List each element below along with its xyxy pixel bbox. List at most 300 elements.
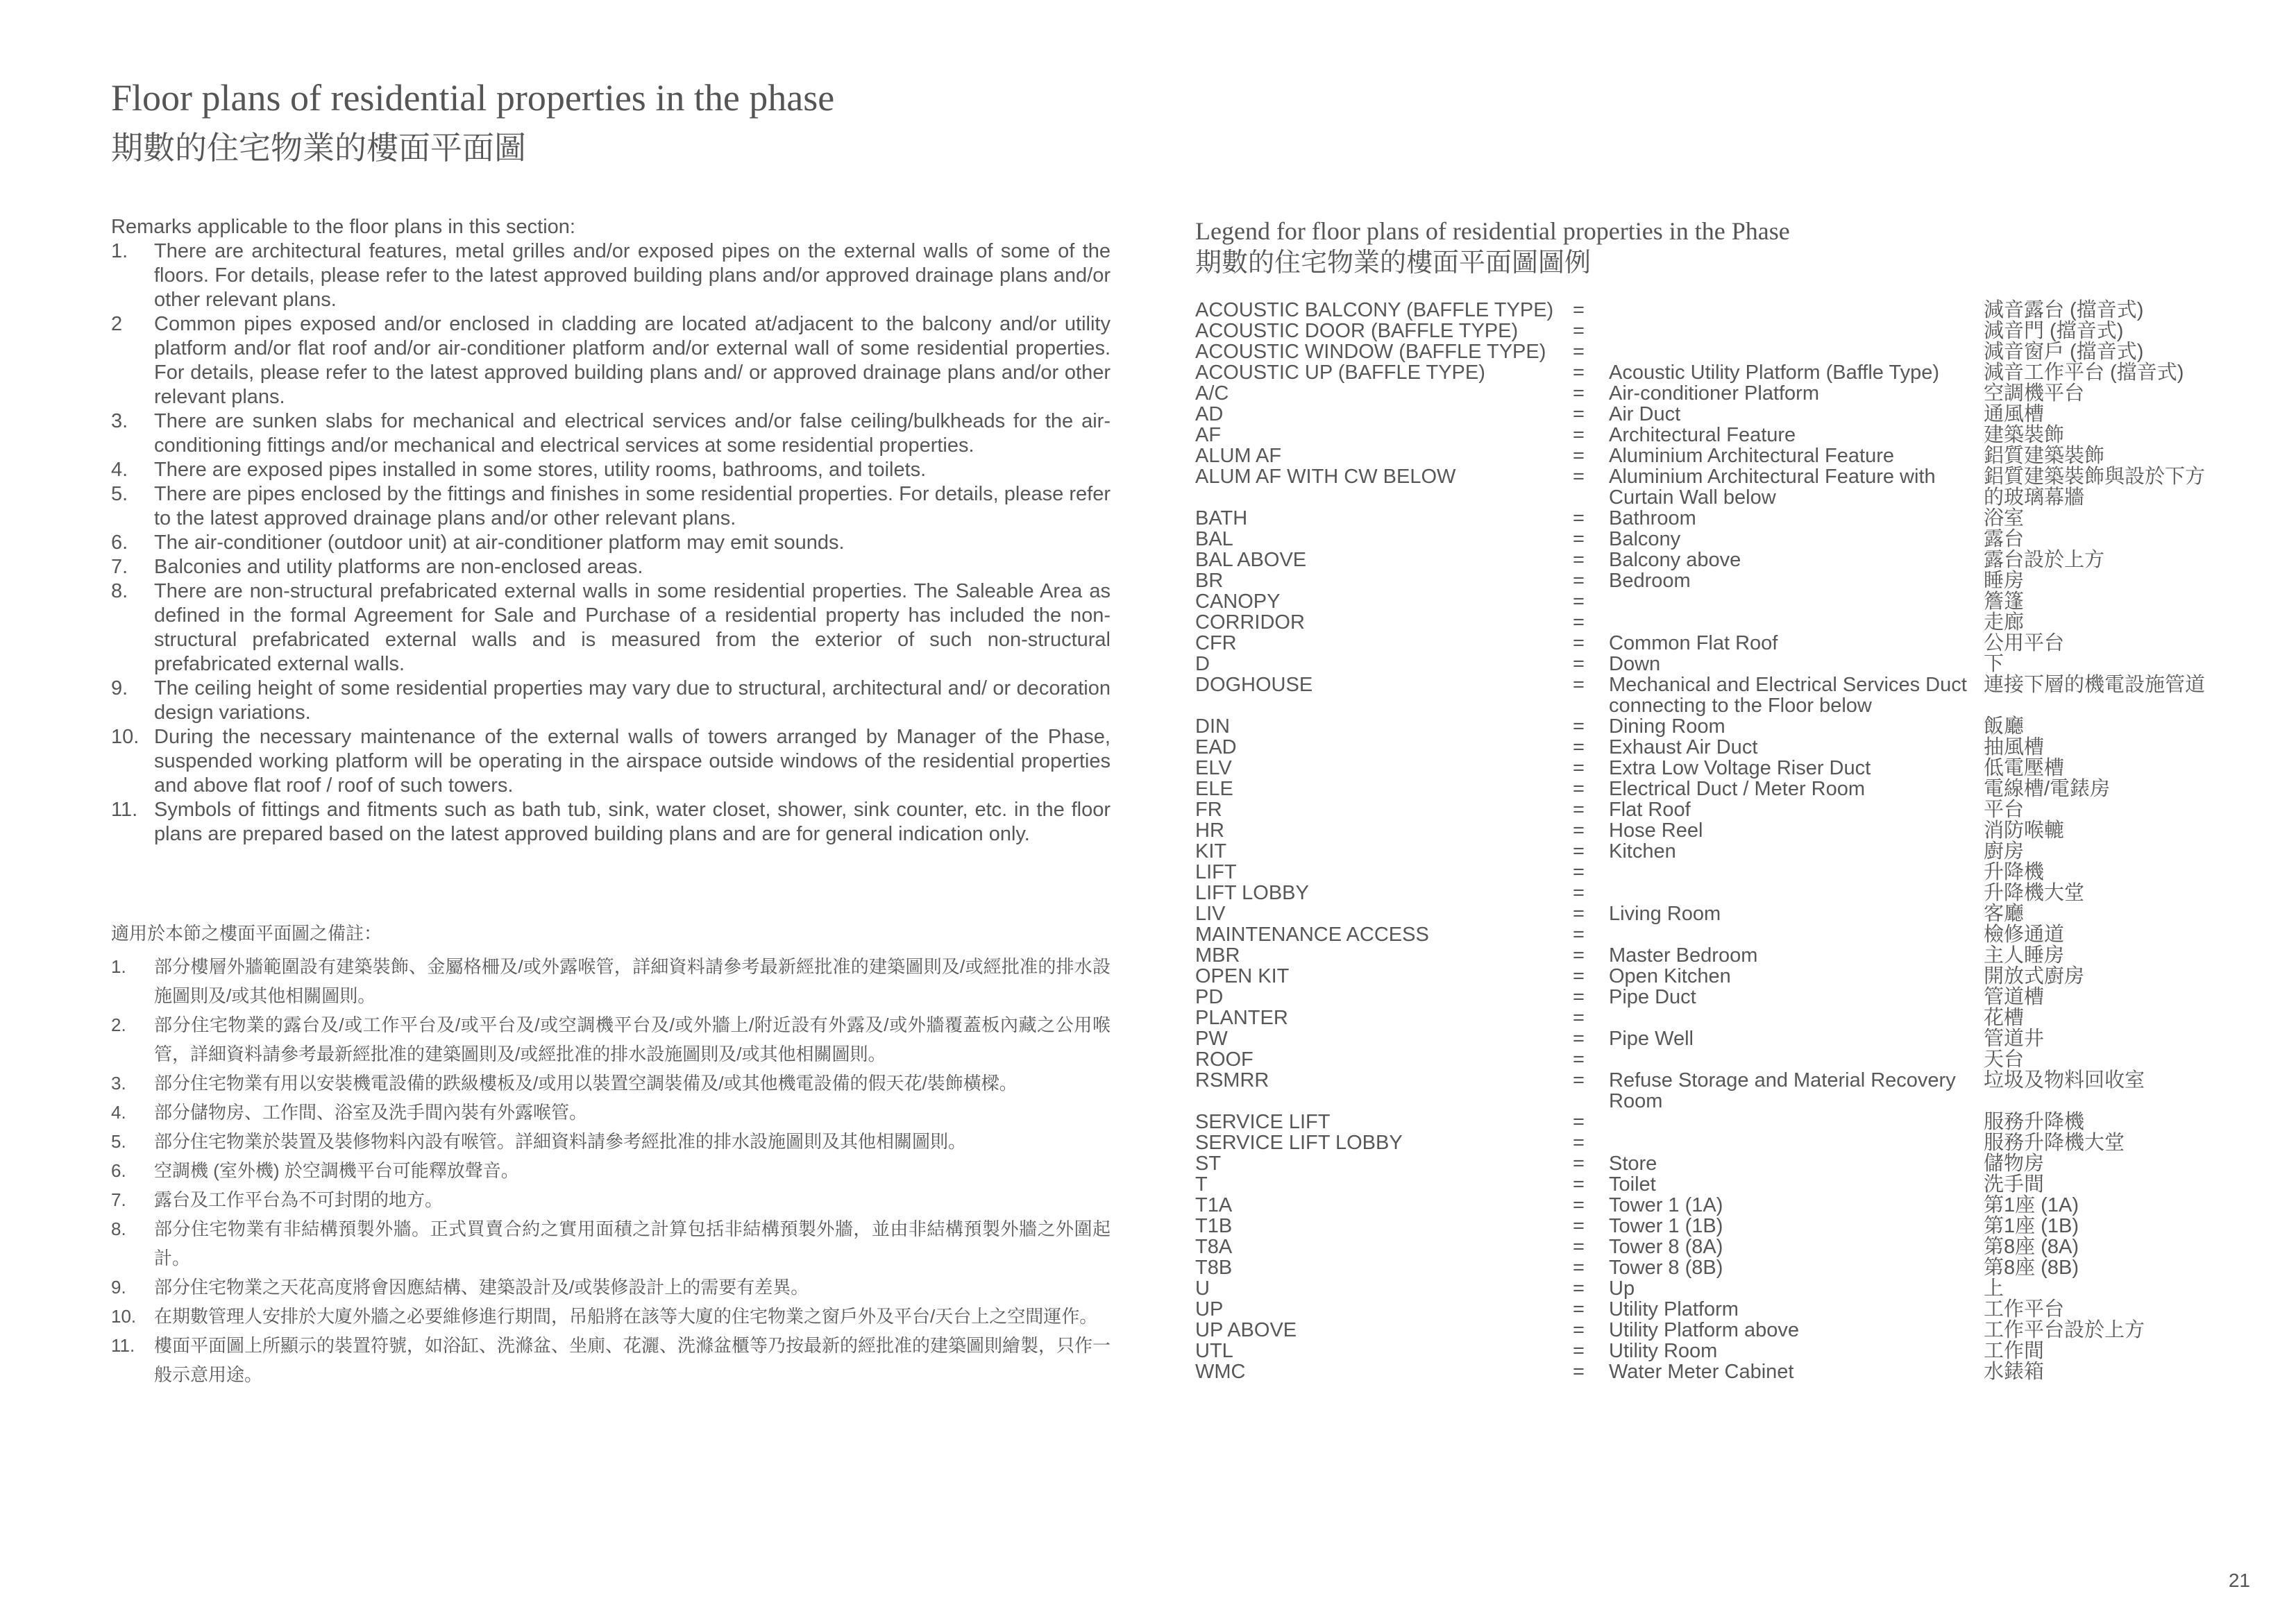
- legend-abbreviation: BATH: [1195, 507, 1248, 529]
- legend-row: [1195, 1341, 2222, 1361]
- legend-chinese-term: 減音工作平台 (擋音式): [1984, 362, 2184, 384]
- legend-chinese-term: 垃圾及物料回收室: [1984, 1069, 2145, 1091]
- legend-row: [1195, 1070, 2222, 1112]
- legend-row: [1195, 404, 2222, 425]
- legend-equals-sign: =: [1573, 840, 1585, 863]
- legend-title-zh: 期數的住宅物業的樓面平面圖圖例: [1195, 247, 1592, 278]
- remark-number: 1.: [111, 956, 126, 977]
- remark-text: Symbols of fittings and fitments such as bath tub, sink, water closet, shower, sink counter, etc. in the floor plans are prepared based on the latest approved building plans and are for general indication only.: [154, 799, 1111, 845]
- remark-text: 部分住宅物業有用以安裝機電設備的跌級樓板及/或用以裝置空調裝備及/或其他機電設備的假天花/裝飾橫樑。: [154, 1073, 1018, 1094]
- remark-number: 4.: [111, 1102, 126, 1123]
- remarks-heading-en: Remarks applicable to the floor plans in this section:: [111, 216, 575, 238]
- legend-equals-sign: =: [1573, 320, 1585, 342]
- legend-chinese-term: 工作間: [1984, 1340, 2045, 1362]
- legend-equals-sign: =: [1573, 1111, 1585, 1133]
- legend-row: [1195, 591, 2222, 612]
- legend-equals-sign: =: [1573, 590, 1585, 613]
- legend-english-term: Bathroom: [1609, 507, 1696, 529]
- legend-chinese-term: 升降機: [1984, 861, 2045, 883]
- legend-abbreviation: WMC: [1195, 1361, 1246, 1383]
- legend-english-term: Tower 1 (1B): [1609, 1215, 1723, 1237]
- legend-abbreviation: A/C: [1195, 382, 1229, 405]
- legend-english-term: Flat Roof: [1609, 799, 1691, 821]
- legend-chinese-term: 花槽: [1984, 1007, 2025, 1029]
- remark-item: [111, 312, 1111, 409]
- legend-row: [1195, 321, 2222, 341]
- legend-chinese-term: 連接下層的機電設施管道: [1984, 674, 2206, 696]
- legend-row: [1195, 1112, 2222, 1132]
- legend-chinese-term: 服務升降機: [1984, 1111, 2085, 1133]
- legend-chinese-term: 鋁質建築裝飾: [1984, 445, 2105, 467]
- remarks-english: [111, 215, 1111, 847]
- legend-chinese-term: 減音門 (擋音式): [1984, 320, 2124, 342]
- legend-english-term: [1609, 321, 1984, 341]
- remark-item: [111, 409, 1111, 458]
- legend-row: [1195, 737, 2222, 758]
- legend-equals-sign: =: [1573, 757, 1585, 779]
- legend-abbreviation: ACOUSTIC UP (BAFFLE TYPE): [1195, 362, 1485, 384]
- remark-text: There are architectural features, metal grilles and/or exposed pipes on the external walls of some of the floors. For details, please refer to the latest approved building plans and/or approved drainage plans and/or other relevant plans.: [154, 240, 1111, 311]
- remark-item: [111, 798, 1111, 847]
- legend-equals-sign: =: [1573, 1361, 1585, 1383]
- legend-equals-sign: =: [1573, 445, 1585, 467]
- legend-abbreviation: ROOF: [1195, 1048, 1253, 1071]
- legend-row: [1195, 570, 2222, 591]
- legend-english-term: [1609, 1112, 1984, 1132]
- legend-abbreviation: BAL: [1195, 528, 1233, 550]
- legend-english-term: Architectural Feature: [1609, 424, 1796, 446]
- legend-equals-sign: =: [1573, 1173, 1585, 1196]
- legend-row: [1195, 1257, 2222, 1278]
- legend-english-term: Exhaust Air Duct: [1609, 736, 1758, 758]
- legend-english-term: Extra Low Voltage Riser Duct: [1609, 757, 1871, 779]
- legend-equals-sign: =: [1573, 528, 1585, 550]
- legend-row: [1195, 1361, 2222, 1382]
- remark-item: [111, 482, 1111, 531]
- legend-english-term: Aluminium Architectural Feature: [1609, 445, 1894, 467]
- remark-text: There are non-structural prefabricated external walls in some residential properties. The Saleable Area as defined in the formal Agreement for Sale and Purchase of a residential property has included the non-structural prefabricated external walls and is measured from the exterior of such non-structural prefabricated external walls.: [154, 580, 1111, 675]
- remark-item: [111, 1214, 1111, 1273]
- legend-row: [1195, 841, 2222, 862]
- legend-chinese-term: 浴室: [1984, 507, 2025, 529]
- remark-text: Common pipes exposed and/or enclosed in cladding are located at/adjacent to the balcony and/or utility platform and/or flat roof and/or air-conditioner platform and/or external wall of some residential properties. For details, please refer to the latest approved building plans and/ or approved drainage plans and/or other relevant plans.: [154, 313, 1111, 408]
- remark-item: [111, 677, 1111, 725]
- remark-number: 10.: [111, 726, 140, 748]
- legend-equals-sign: =: [1573, 882, 1585, 904]
- legend-equals-sign: =: [1573, 1028, 1585, 1050]
- legend-row: [1195, 1299, 2222, 1320]
- legend-chinese-term: 低電壓槽: [1984, 757, 2065, 779]
- remark-item: [111, 531, 1111, 555]
- legend-chinese-term: 減音露台 (擋音式): [1984, 299, 2144, 321]
- legend-english-term: Tower 8 (8A): [1609, 1236, 1723, 1258]
- legend-abbreviation: T8A: [1195, 1236, 1233, 1258]
- remark-text: Balconies and utility platforms are non-enclosed areas.: [154, 556, 643, 578]
- legend-english-term: Hose Reel: [1609, 819, 1703, 842]
- legend-row: [1195, 1174, 2222, 1195]
- legend-row: [1195, 1195, 2222, 1216]
- legend-equals-sign: =: [1573, 1340, 1585, 1362]
- legend-abbreviation: FR: [1195, 799, 1222, 821]
- remark-number: 2.: [111, 1014, 126, 1035]
- legend-equals-sign: =: [1573, 819, 1585, 842]
- legend-english-term: Aluminium Architectural Feature with Curtain Wall below: [1609, 466, 1936, 509]
- legend-english-term: [1609, 341, 1984, 362]
- legend-row: [1195, 341, 2222, 362]
- legend-english-term: Balcony: [1609, 528, 1681, 550]
- legend-english-term: Pipe Duct: [1609, 986, 1696, 1008]
- legend-abbreviation: UP ABOVE: [1195, 1319, 1297, 1341]
- remark-text: 在期數管理人安排於大廈外牆之必要維修進行期間，吊船將在該等大廈的住宅物業之窗戶外及平台/天台上之空間運作。: [154, 1306, 1098, 1327]
- legend-equals-sign: =: [1573, 611, 1585, 634]
- remark-text: 部分儲物房、工作間、浴室及洗手間內裝有外露喉管。: [154, 1102, 588, 1123]
- legend-english-term: [1609, 862, 1984, 883]
- legend-abbreviation: SERVICE LIFT LOBBY: [1195, 1132, 1403, 1154]
- legend-equals-sign: =: [1573, 549, 1585, 571]
- remarks-heading-zh: 適用於本節之樓面平面圖之備註：: [111, 923, 382, 944]
- legend-chinese-term: 飯廳: [1984, 715, 2025, 738]
- remark-item: [111, 555, 1111, 579]
- remark-number: 4.: [111, 459, 128, 481]
- legend-english-term: Mechanical and Electrical Services Duct connecting to the Floor below: [1609, 674, 1967, 717]
- remark-number: 5.: [111, 1131, 126, 1152]
- remark-text: There are sunken slabs for mechanical and electrical services and/or false ceiling/bulkheads for the air-conditioning fittings and/or mechanical and electrical services at some residential properties.: [154, 410, 1111, 457]
- legend-equals-sign: =: [1573, 944, 1585, 967]
- legend-row: [1195, 883, 2222, 903]
- legend-abbreviation: SERVICE LIFT: [1195, 1111, 1331, 1133]
- legend-abbreviation: LIFT: [1195, 861, 1237, 883]
- legend-abbreviation: D: [1195, 653, 1210, 675]
- legend-english-term: [1609, 1049, 1984, 1070]
- remark-item: [111, 239, 1111, 312]
- remark-number: 6.: [111, 1160, 126, 1181]
- legend-english-term: [1609, 591, 1984, 612]
- remark-item: [111, 458, 1111, 482]
- legend-chinese-term: 主人睡房: [1984, 944, 2065, 967]
- legend-equals-sign: =: [1573, 1007, 1585, 1029]
- legend-chinese-term: 廚房: [1984, 840, 2025, 863]
- legend-row: [1195, 1216, 2222, 1237]
- legend-chinese-term: 客廳: [1984, 903, 2025, 925]
- legend-equals-sign: =: [1573, 674, 1585, 696]
- legend-chinese-term: 建築裝飾: [1984, 424, 2065, 446]
- legend-row: [1195, 508, 2222, 529]
- legend-english-term: Down: [1609, 653, 1661, 675]
- legend-row: [1195, 820, 2222, 841]
- legend-equals-sign: =: [1573, 403, 1585, 425]
- legend-row: [1195, 425, 2222, 445]
- legend-chinese-term: 公用平台: [1984, 632, 2065, 654]
- legend-equals-sign: =: [1573, 736, 1585, 758]
- remark-number: 1.: [111, 240, 128, 262]
- legend-english-term: Bedroom: [1609, 570, 1691, 592]
- remarks-chinese: [111, 919, 1111, 1389]
- legend-equals-sign: =: [1573, 965, 1585, 987]
- remark-number: 2: [111, 313, 123, 335]
- remark-item: [111, 1127, 1111, 1156]
- remark-item: [111, 1069, 1111, 1098]
- legend-equals-sign: =: [1573, 1153, 1585, 1175]
- legend-chinese-term: 第1座 (1B): [1984, 1215, 2079, 1237]
- legend-equals-sign: =: [1573, 653, 1585, 675]
- legend-equals-sign: =: [1573, 778, 1585, 800]
- legend-equals-sign: =: [1573, 1298, 1585, 1320]
- legend-chinese-term: 洗手間: [1984, 1173, 2045, 1196]
- legend-row: [1195, 862, 2222, 883]
- legend-table: [1195, 300, 2222, 1382]
- legend-abbreviation: UTL: [1195, 1340, 1233, 1362]
- legend-chinese-term: 通風槽: [1984, 403, 2045, 425]
- legend-equals-sign: =: [1573, 507, 1585, 529]
- legend-chinese-term: 下: [1984, 653, 2004, 675]
- remark-text: 露台及工作平台為不可封閉的地方。: [154, 1189, 444, 1210]
- legend-abbreviation: BAL ABOVE: [1195, 549, 1307, 571]
- page-title-en: Floor plans of residential properties in the phase: [111, 77, 835, 119]
- legend-row: [1195, 674, 2222, 716]
- legend-equals-sign: =: [1573, 1236, 1585, 1258]
- legend-abbreviation: LIFT LOBBY: [1195, 882, 1309, 904]
- legend-abbreviation: PW: [1195, 1028, 1228, 1050]
- legend-english-term: Up: [1609, 1277, 1635, 1300]
- legend-equals-sign: =: [1573, 632, 1585, 654]
- legend-chinese-term: 儲物房: [1984, 1153, 2045, 1175]
- legend-chinese-term: 第8座 (8B): [1984, 1257, 2079, 1279]
- remark-item: [111, 1302, 1111, 1331]
- legend-equals-sign: =: [1573, 1194, 1585, 1216]
- remark-text: During the necessary maintenance of the external walls of towers arranged by Manager of the Phase, suspended working platform will be operating in the airspace outside windows of the residential properties and above flat roof / roof of such towers.: [154, 726, 1111, 797]
- legend-english-term: Common Flat Roof: [1609, 632, 1778, 654]
- remark-number: 5.: [111, 483, 128, 505]
- remark-number: 11.: [111, 799, 138, 821]
- remark-item: [111, 1273, 1111, 1302]
- legend-english-term: Pipe Well: [1609, 1028, 1694, 1050]
- page-title-zh: 期數的住宅物業的樓面平面圖: [111, 129, 526, 167]
- legend-chinese-term: 露台設於上方: [1984, 549, 2105, 571]
- legend-equals-sign: =: [1573, 382, 1585, 405]
- legend-row: [1195, 779, 2222, 799]
- legend-chinese-term: 管道槽: [1984, 986, 2045, 1008]
- remark-number: 8.: [111, 1218, 126, 1239]
- legend-abbreviation: BR: [1195, 570, 1224, 592]
- legend-equals-sign: =: [1573, 1069, 1585, 1091]
- remark-number: 9.: [111, 677, 128, 699]
- legend-equals-sign: =: [1573, 1215, 1585, 1237]
- remark-item: [111, 579, 1111, 677]
- legend-row: [1195, 966, 2222, 987]
- remark-item: [111, 725, 1111, 798]
- legend-chinese-term: 抽風槽: [1984, 736, 2045, 758]
- legend-english-term: [1609, 924, 1984, 945]
- legend-equals-sign: =: [1573, 861, 1585, 883]
- remark-number: 7.: [111, 556, 128, 578]
- remark-number: 9.: [111, 1277, 126, 1298]
- legend-chinese-term: 工作平台: [1984, 1298, 2065, 1320]
- legend-chinese-term: 露台: [1984, 528, 2025, 550]
- remark-item: [111, 1156, 1111, 1185]
- legend-abbreviation: MAINTENANCE ACCESS: [1195, 924, 1429, 946]
- legend-abbreviation: ELE: [1195, 778, 1233, 800]
- legend-chinese-term: 升降機大堂: [1984, 882, 2085, 904]
- remark-number: 8.: [111, 580, 128, 602]
- remark-text: 部分住宅物業有非結構預製外牆。正式買賣合約之實用面積之計算包括非結構預製外牆，並由非結構預製外牆之外圍起計。: [154, 1218, 1111, 1268]
- legend-english-term: Electrical Duct / Meter Room: [1609, 778, 1866, 800]
- legend-equals-sign: =: [1573, 986, 1585, 1008]
- legend-abbreviation: UP: [1195, 1298, 1224, 1320]
- legend-equals-sign: =: [1573, 570, 1585, 592]
- legend-chinese-term: 天台: [1984, 1048, 2025, 1071]
- legend-english-term: Dining Room: [1609, 715, 1725, 738]
- legend-row: [1195, 987, 2222, 1008]
- legend-abbreviation: T: [1195, 1173, 1208, 1196]
- legend-row: [1195, 945, 2222, 966]
- legend-abbreviation: ACOUSTIC WINDOW (BAFFLE TYPE): [1195, 341, 1546, 363]
- legend-equals-sign: =: [1573, 799, 1585, 821]
- legend-equals-sign: =: [1573, 1132, 1585, 1154]
- legend-abbreviation: ALUM AF WITH CW BELOW: [1195, 466, 1456, 488]
- legend-english-term: Water Meter Cabinet: [1609, 1361, 1794, 1383]
- legend-equals-sign: =: [1573, 1257, 1585, 1279]
- legend-row: [1195, 1049, 2222, 1070]
- legend-chinese-term: 電線槽/電錶房: [1984, 778, 2111, 800]
- legend-row: [1195, 529, 2222, 550]
- legend-abbreviation: T1B: [1195, 1215, 1233, 1237]
- legend-row: [1195, 1028, 2222, 1049]
- legend-row: [1195, 362, 2222, 383]
- legend-english-term: [1609, 1008, 1984, 1028]
- legend-chinese-term: 第8座 (8A): [1984, 1236, 2079, 1258]
- legend-title-en: Legend for floor plans of residential properties in the Phase: [1195, 217, 1790, 245]
- legend-row: [1195, 550, 2222, 570]
- legend-abbreviation: KIT: [1195, 840, 1227, 863]
- remarks-list-en: [111, 239, 1111, 847]
- remark-item: [111, 1098, 1111, 1127]
- legend-row: [1195, 1008, 2222, 1028]
- legend-row: [1195, 300, 2222, 321]
- legend-chinese-term: 消防喉轆: [1984, 819, 2065, 842]
- remark-number: 7.: [111, 1189, 126, 1210]
- legend-equals-sign: =: [1573, 924, 1585, 946]
- legend-abbreviation: ELV: [1195, 757, 1232, 779]
- legend-row: [1195, 654, 2222, 674]
- legend-chinese-term: 工作平台設於上方: [1984, 1319, 2145, 1341]
- legend-abbreviation: DIN: [1195, 715, 1230, 738]
- legend-equals-sign: =: [1573, 362, 1585, 384]
- legend-english-term: Acoustic Utility Platform (Baffle Type): [1609, 362, 1939, 384]
- legend-abbreviation: AF: [1195, 424, 1222, 446]
- legend-english-term: Living Room: [1609, 903, 1721, 925]
- legend-abbreviation: AD: [1195, 403, 1224, 425]
- legend-chinese-term: 管道井: [1984, 1028, 2045, 1050]
- remark-number: 6.: [111, 532, 128, 554]
- legend-english-term: Air-conditioner Platform: [1609, 382, 1819, 405]
- legend-chinese-term: 檢修通道: [1984, 924, 2065, 946]
- legend-row: [1195, 612, 2222, 633]
- legend-abbreviation: LIV: [1195, 903, 1226, 925]
- legend-english-term: Utility Platform above: [1609, 1319, 1799, 1341]
- legend-equals-sign: =: [1573, 299, 1585, 321]
- legend-abbreviation: T8B: [1195, 1257, 1233, 1279]
- legend-chinese-term: 簷篷: [1984, 590, 2025, 613]
- legend-english-term: Kitchen: [1609, 840, 1676, 863]
- legend-chinese-term: 服務升降機大堂: [1984, 1132, 2125, 1154]
- remark-text: 部分住宅物業的露台及/或工作平台及/或平台及/或空調機平台及/或外牆上/附近設有外露及/或外牆覆蓋板內藏之公用喉管，詳細資料請參考最新經批准的建築圖則及/或經批准的排水設施圖則及/或其他相關圖則。: [154, 1014, 1111, 1064]
- legend-english-term: Toilet: [1609, 1173, 1656, 1196]
- legend-abbreviation: ACOUSTIC BALCONY (BAFFLE TYPE): [1195, 299, 1554, 321]
- page-number: 21: [2228, 1570, 2250, 1591]
- remark-item: [111, 1010, 1111, 1069]
- legend-equals-sign: =: [1573, 341, 1585, 363]
- legend-equals-sign: =: [1573, 1277, 1585, 1300]
- legend-english-term: Store: [1609, 1153, 1657, 1175]
- legend-abbreviation: HR: [1195, 819, 1224, 842]
- legend-row: [1195, 633, 2222, 654]
- legend-english-term: [1609, 883, 1984, 903]
- legend-chinese-term: 鋁質建築裝飾與設於下方的玻璃幕牆: [1984, 466, 2206, 509]
- legend-english-term: [1609, 612, 1984, 633]
- legend-abbreviation: EAD: [1195, 736, 1237, 758]
- legend-equals-sign: =: [1573, 1319, 1585, 1341]
- legend-english-term: Air Duct: [1609, 403, 1681, 425]
- remark-text: There are exposed pipes installed in some stores, utility rooms, bathrooms, and toilets.: [154, 459, 927, 481]
- remark-text: 部分住宅物業於裝置及裝修物料內設有喉管。詳細資料請參考經批准的排水設施圖則及其他相關圖則。: [154, 1131, 967, 1152]
- legend-chinese-term: 上: [1984, 1277, 2004, 1300]
- legend-abbreviation: MBR: [1195, 944, 1240, 967]
- legend-english-term: Master Bedroom: [1609, 944, 1758, 967]
- legend-row: [1195, 903, 2222, 924]
- legend-row: [1195, 1278, 2222, 1299]
- legend-english-term: Balcony above: [1609, 549, 1741, 571]
- remark-text: There are pipes enclosed by the fittings and finishes in some residential properties. For details, please refer to the latest approved drainage plans and/or other relevant plans.: [154, 483, 1111, 529]
- remark-text: The ceiling height of some residential properties may vary due to structural, architectural and/ or decoration design variations.: [154, 677, 1111, 724]
- legend-chinese-term: 走廊: [1984, 611, 2025, 634]
- legend-equals-sign: =: [1573, 424, 1585, 446]
- legend-abbreviation: ACOUSTIC DOOR (BAFFLE TYPE): [1195, 320, 1519, 342]
- legend-row: [1195, 383, 2222, 404]
- legend-chinese-term: 平台: [1984, 799, 2025, 821]
- legend-equals-sign: =: [1573, 466, 1585, 488]
- legend-chinese-term: 減音窗戶 (擋音式): [1984, 341, 2144, 363]
- legend-abbreviation: RSMRR: [1195, 1069, 1269, 1091]
- remark-text: 樓面平面圖上所顯示的裝置符號，如浴缸、洗滌盆、坐廁、花灑、洗滌盆櫃等乃按最新的經批准的建築圖則繪製，只作一般示意用途。: [154, 1335, 1111, 1385]
- legend-equals-sign: =: [1573, 1048, 1585, 1071]
- legend-abbreviation: OPEN KIT: [1195, 965, 1290, 987]
- legend-chinese-term: 第1座 (1A): [1984, 1194, 2079, 1216]
- legend-row: [1195, 466, 2222, 508]
- legend-chinese-term: 睡房: [1984, 570, 2025, 592]
- legend-abbreviation: PLANTER: [1195, 1007, 1288, 1029]
- legend-row: [1195, 1132, 2222, 1153]
- remark-number: 11.: [111, 1335, 135, 1356]
- legend-row: [1195, 445, 2222, 466]
- legend-chinese-term: 空調機平台: [1984, 382, 2085, 405]
- remark-text: 部分住宅物業之天花高度將會因應結構、建築設計及/或裝修設計上的需要有差異。: [154, 1277, 809, 1298]
- legend-chinese-term: 開放式廚房: [1984, 965, 2085, 987]
- remark-text: 部分樓層外牆範圍設有建築裝飾、金屬格柵及/或外露喉管，詳細資料請參考最新經批准的建築圖則及/或經批准的排水設施圖則及/或其他相關圖則。: [154, 956, 1111, 1006]
- legend-abbreviation: CFR: [1195, 632, 1237, 654]
- legend-english-term: [1609, 1132, 1984, 1153]
- legend-chinese-term: 水錶箱: [1984, 1361, 2045, 1383]
- legend-equals-sign: =: [1573, 903, 1585, 925]
- legend-row: [1195, 924, 2222, 945]
- remarks-list-zh: [111, 952, 1111, 1389]
- legend-row: [1195, 1320, 2222, 1341]
- legend-row: [1195, 716, 2222, 737]
- legend-english-term: Tower 1 (1A): [1609, 1194, 1723, 1216]
- legend-abbreviation: T1A: [1195, 1194, 1233, 1216]
- legend-row: [1195, 799, 2222, 820]
- legend-equals-sign: =: [1573, 715, 1585, 738]
- remark-text: 空調機 (室外機) 於空調機平台可能釋放聲音。: [154, 1160, 519, 1181]
